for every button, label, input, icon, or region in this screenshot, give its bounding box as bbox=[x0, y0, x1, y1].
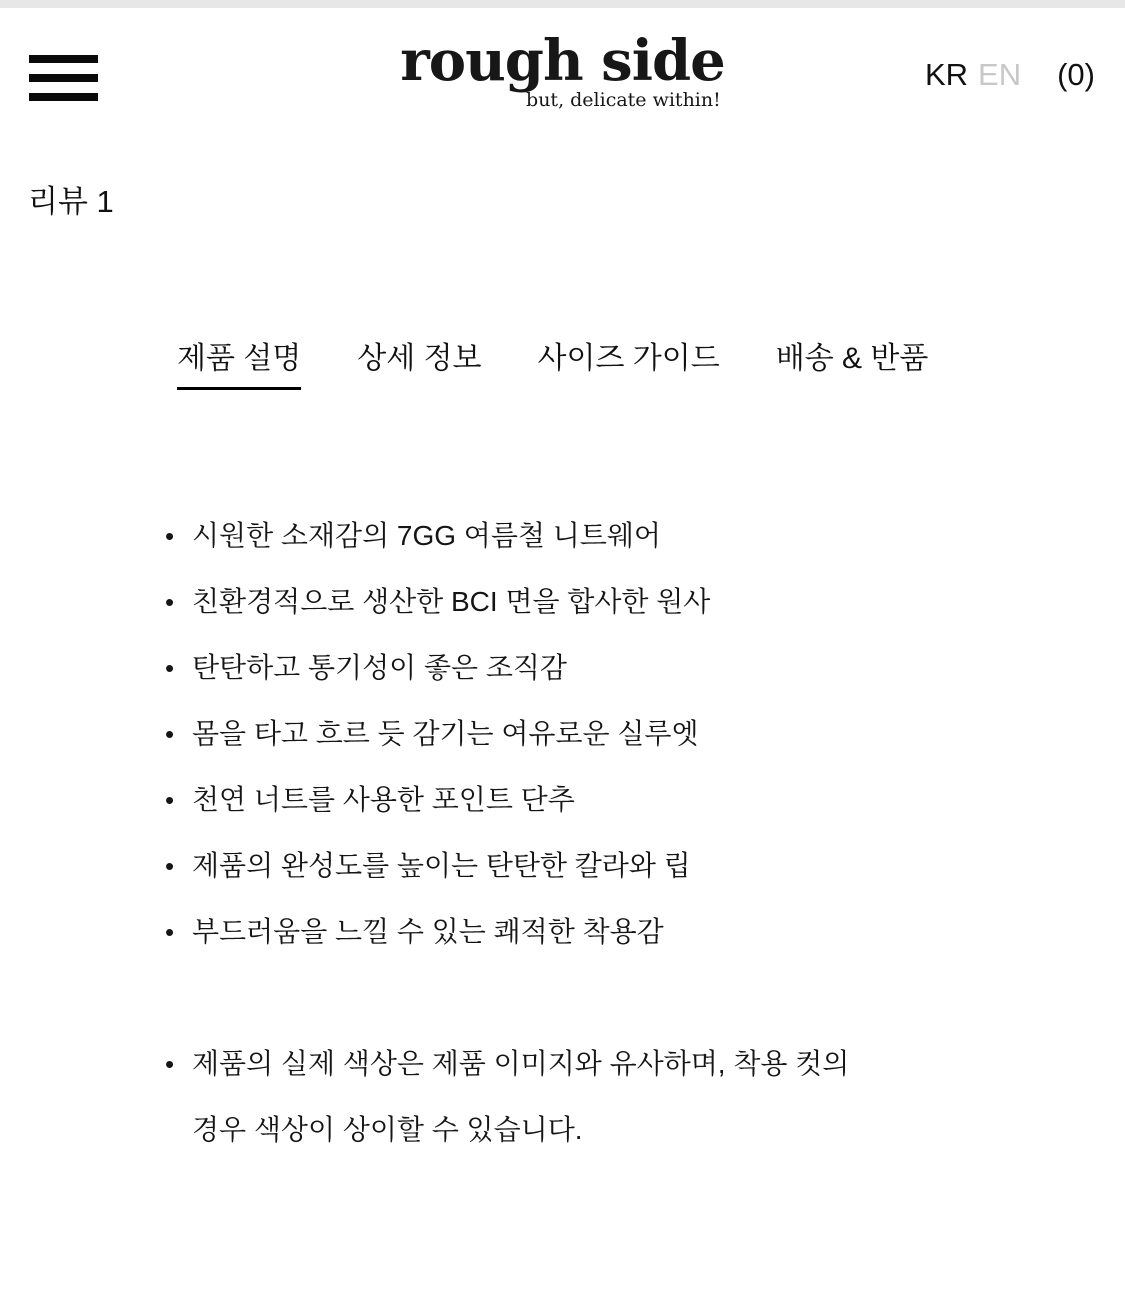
feature-text: 부드러움을 느낄 수 있는 쾌적한 착용감 bbox=[192, 916, 664, 947]
product-feature-list bbox=[165, 503, 973, 1163]
hamburger-bar bbox=[29, 74, 98, 82]
language-en-button[interactable]: EN bbox=[978, 57, 1022, 92]
cart-count-button[interactable]: (0) bbox=[1057, 57, 1095, 92]
header-controls bbox=[925, 57, 1095, 93]
tab-details[interactable]: 상세 정보 bbox=[357, 342, 482, 375]
feature-item bbox=[165, 833, 973, 899]
brand-logo-title: rough side bbox=[400, 28, 725, 94]
brand-logo[interactable] bbox=[400, 28, 725, 111]
review-section-label[interactable]: 리뷰 1 bbox=[28, 184, 114, 219]
hamburger-menu-icon[interactable] bbox=[29, 55, 98, 101]
feature-item bbox=[165, 767, 973, 833]
color-notice-line: 제품의 실제 색상은 제품 이미지와 유사하며, 착용 컷의 bbox=[192, 1048, 850, 1079]
feature-text: 친환경적으로 생산한 BCI 면을 합사한 원사 bbox=[192, 586, 711, 617]
feature-item bbox=[165, 899, 973, 965]
hamburger-bar bbox=[29, 55, 98, 63]
bullet-icon: • bbox=[165, 1049, 175, 1079]
bullet-icon: • bbox=[165, 719, 175, 749]
language-kr-button[interactable]: KR bbox=[924, 57, 969, 92]
tab-size-guide[interactable]: 사이즈 가이드 bbox=[537, 342, 720, 375]
feature-item bbox=[165, 635, 973, 701]
brand-logo-tagline: but, delicate within! bbox=[526, 89, 721, 111]
product-info-tabs bbox=[177, 333, 928, 390]
bullet-icon: • bbox=[165, 785, 175, 815]
feature-text: 제품의 완성도를 높이는 탄탄한 칼라와 립 bbox=[192, 850, 691, 881]
feature-item bbox=[165, 701, 973, 767]
bullet-icon: • bbox=[165, 521, 175, 551]
feature-text: 천연 너트를 사용한 포인트 단추 bbox=[192, 784, 575, 815]
hamburger-bar bbox=[29, 93, 98, 101]
feature-item bbox=[165, 569, 973, 635]
color-notice-line: 경우 색상이 상이할 수 있습니다. bbox=[192, 1114, 583, 1145]
tab-product-description[interactable]: 제품 설명 bbox=[177, 333, 301, 390]
bullet-icon: • bbox=[165, 851, 175, 881]
bullet-icon: • bbox=[165, 917, 175, 947]
bullet-icon: • bbox=[165, 653, 175, 683]
top-divider bbox=[0, 0, 1125, 8]
tab-shipping-returns[interactable]: 배송 & 반품 bbox=[775, 342, 929, 375]
feature-text: 탄탄하고 통기성이 좋은 조직감 bbox=[192, 652, 567, 683]
bullet-icon: • bbox=[165, 587, 175, 617]
color-notice-item bbox=[165, 1031, 973, 1163]
feature-text: 몸을 타고 흐르 듯 감기는 여유로운 실루엣 bbox=[192, 718, 699, 749]
feature-text: 시원한 소재감의 7GG 여름철 니트웨어 bbox=[192, 520, 661, 551]
feature-item bbox=[165, 503, 973, 569]
